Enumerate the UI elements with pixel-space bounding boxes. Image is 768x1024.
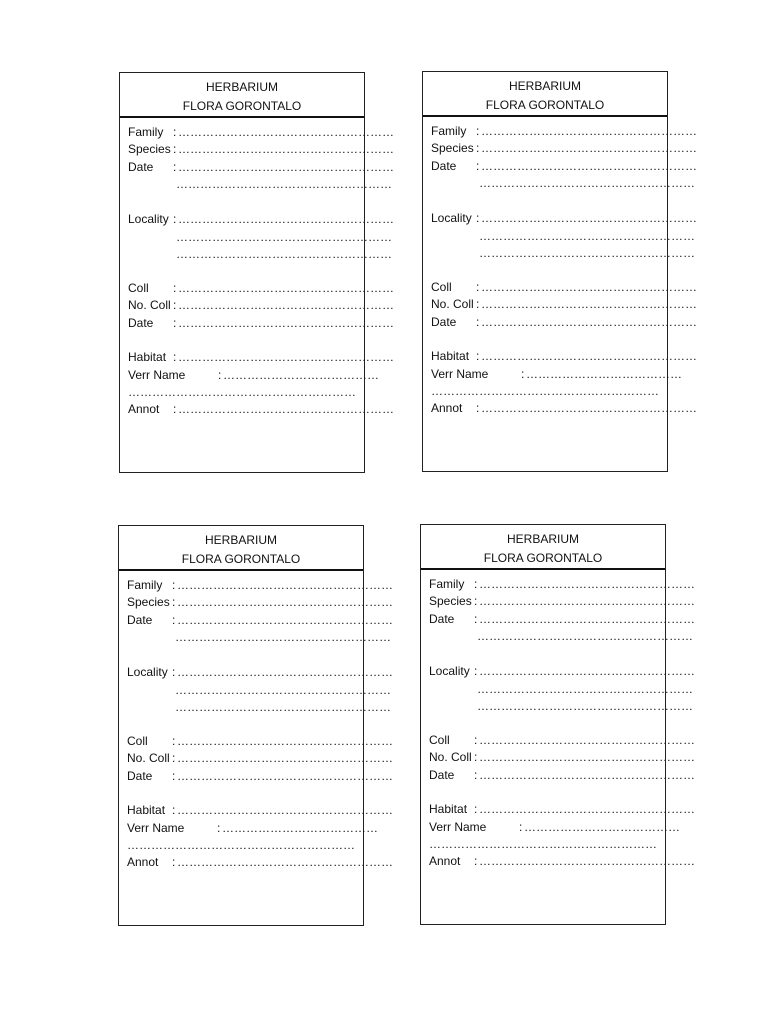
continuation-dots: ……………………………………………… (175, 630, 391, 644)
separator: : (172, 803, 176, 817)
verr-name-row (429, 819, 680, 836)
separator: : (173, 402, 177, 416)
date-blank: ……………………………………………… (479, 612, 695, 626)
habitat-row (431, 348, 697, 365)
continuation-dots: ……………………………………………… (479, 176, 695, 190)
annot-blank: ……………………………………………… (177, 855, 393, 869)
habitat-blank: ……………………………………………… (178, 350, 394, 364)
locality-label: Locality (127, 665, 168, 679)
separator: : (474, 612, 478, 626)
no-coll-row (128, 297, 394, 314)
date-label: Date (127, 613, 153, 627)
separator: : (173, 212, 177, 226)
habitat-blank: ……………………………………………… (177, 803, 393, 817)
verr-name-row (127, 820, 378, 837)
no-coll-row (429, 749, 695, 766)
annot-row (429, 853, 695, 870)
coll-row (127, 733, 393, 750)
family-label: Family (127, 578, 163, 592)
locality-blank: ……………………………………………… (481, 211, 697, 225)
locality-continuation-blank (175, 682, 391, 699)
label-header (119, 526, 363, 571)
species-blank: ……………………………………………… (479, 594, 695, 608)
date-label: Date (429, 612, 455, 626)
verr-name-continuation-blank (128, 384, 356, 401)
coll-row (431, 279, 697, 296)
separator: : (476, 141, 480, 155)
continuation-dots: ……………………………………………… (175, 700, 391, 714)
locality-continuation-blank (477, 681, 693, 698)
separator: : (218, 368, 222, 382)
label-header (423, 72, 667, 117)
date-blank: ……………………………………………… (177, 613, 393, 627)
separator: : (474, 768, 478, 782)
verr-name-label: Verr Name (127, 821, 185, 835)
habitat-label: Habitat (431, 349, 470, 363)
locality-row (128, 211, 394, 228)
date2-label: Date (431, 315, 457, 329)
family-blank: ……………………………………………… (481, 124, 697, 138)
annot-row (127, 854, 393, 871)
coll-label: Coll (429, 733, 450, 747)
family-row (127, 577, 393, 594)
locality-blank: ……………………………………………… (178, 212, 394, 226)
verr-name-blank: ………………………………… (223, 368, 379, 382)
family-blank: ……………………………………………… (479, 577, 695, 591)
label-title-line1: HERBARIUM (204, 533, 277, 547)
family-blank: ……………………………………………… (177, 578, 393, 592)
separator: : (173, 125, 177, 139)
separator: : (474, 594, 478, 608)
separator: : (474, 750, 478, 764)
habitat-row (429, 801, 695, 818)
annot-label: Annot (429, 854, 461, 868)
separator: : (476, 401, 480, 415)
family-blank: ……………………………………………… (178, 125, 394, 139)
no-coll-label: No. Coll (128, 298, 171, 312)
species-blank: ……………………………………………… (178, 142, 394, 156)
label-title-line2: FLORA GORONTALO (485, 98, 605, 112)
locality-continuation-blank (477, 698, 693, 715)
label-title-line1: HERBARIUM (205, 80, 278, 94)
separator: : (172, 665, 176, 679)
verr-name-label: Verr Name (431, 367, 489, 381)
separator: : (172, 734, 176, 748)
habitat-label: Habitat (127, 803, 166, 817)
family-row (431, 123, 697, 140)
separator: : (172, 751, 176, 765)
annot-label: Annot (127, 855, 159, 869)
no-coll-row (127, 750, 393, 767)
continuation-dots: ………………………………………………… (128, 385, 356, 399)
no-coll-blank: ……………………………………………… (479, 750, 695, 764)
coll-label: Coll (127, 734, 148, 748)
species-row (429, 593, 695, 610)
species-blank: ……………………………………………… (481, 141, 697, 155)
species-blank: ……………………………………………… (177, 595, 393, 609)
label-title-line1: HERBARIUM (508, 79, 581, 93)
separator: : (172, 595, 176, 609)
coll-blank: ……………………………………………… (479, 733, 695, 747)
continuation-dots: ………………………………………………… (127, 838, 355, 852)
coll-blank: ……………………………………………… (177, 734, 393, 748)
locality-blank: ……………………………………………… (177, 665, 393, 679)
locality-label: Locality (431, 211, 472, 225)
no-coll-row (431, 296, 697, 313)
annot-row (128, 401, 394, 418)
continuation-dots: ……………………………………………… (176, 230, 392, 244)
habitat-blank: ……………………………………………… (479, 802, 695, 816)
species-label: Species (431, 141, 474, 155)
date-blank: ……………………………………………… (481, 159, 697, 173)
coll-row (128, 280, 394, 297)
continuation-dots: ……………………………………………… (176, 177, 392, 191)
locality-row (431, 210, 697, 227)
date-row (431, 158, 697, 175)
locality-row (429, 663, 695, 680)
date2-row (128, 315, 394, 332)
species-row (127, 594, 393, 611)
continuation-dots: ……………………………………………… (477, 699, 693, 713)
date-row (127, 612, 393, 629)
herbarium-label-card (422, 71, 697, 472)
separator: : (173, 281, 177, 295)
locality-row (127, 664, 393, 681)
annot-blank: ……………………………………………… (481, 401, 697, 415)
date2-blank: ……………………………………………… (177, 769, 393, 783)
herbarium-label-card (420, 524, 695, 925)
coll-blank: ……………………………………………… (178, 281, 394, 295)
date-label: Date (431, 159, 457, 173)
no-coll-blank: ……………………………………………… (178, 298, 394, 312)
verr-name-row (431, 366, 682, 383)
annot-label: Annot (128, 402, 160, 416)
verr-name-continuation-blank (127, 837, 355, 854)
continuation-dots: ……………………………………………… (477, 629, 693, 643)
family-row (128, 124, 394, 141)
continuation-dots: ……………………………………………… (477, 682, 693, 696)
verr-name-blank: ………………………………… (222, 821, 378, 835)
habitat-label: Habitat (128, 350, 167, 364)
verr-name-blank: ………………………………… (524, 820, 680, 834)
separator: : (172, 578, 176, 592)
label-title-line2: FLORA GORONTALO (181, 552, 301, 566)
separator: : (173, 350, 177, 364)
species-label: Species (128, 142, 171, 156)
locality-continuation-blank (479, 228, 695, 245)
species-label: Species (429, 594, 472, 608)
separator: : (476, 280, 480, 294)
date-row (128, 159, 394, 176)
no-coll-label: No. Coll (127, 751, 170, 765)
label-title-line1: HERBARIUM (506, 532, 579, 546)
species-label: Species (127, 595, 170, 609)
habitat-label: Habitat (429, 802, 468, 816)
separator: : (476, 124, 480, 138)
locality-label: Locality (429, 664, 470, 678)
family-label: Family (431, 124, 467, 138)
separator: : (173, 160, 177, 174)
continuation-dots: ……………………………………………… (479, 246, 695, 260)
date-continuation-blank (477, 628, 693, 645)
locality-blank: ……………………………………………… (479, 664, 695, 678)
separator: : (474, 664, 478, 678)
verr-name-continuation-blank (429, 836, 657, 853)
no-coll-label: No. Coll (431, 297, 474, 311)
verr-name-continuation-blank (431, 383, 659, 400)
continuation-dots: ………………………………………………… (429, 837, 657, 851)
verr-name-label: Verr Name (429, 820, 487, 834)
label-title-line2: FLORA GORONTALO (483, 551, 603, 565)
separator: : (476, 211, 480, 225)
annot-blank: ……………………………………………… (479, 854, 695, 868)
date2-label: Date (429, 768, 455, 782)
herbarium-label-card (118, 525, 393, 926)
continuation-dots: ……………………………………………… (176, 247, 392, 261)
label-title-line2: FLORA GORONTALO (182, 99, 302, 113)
separator: : (521, 367, 525, 381)
locality-continuation-blank (479, 245, 695, 262)
separator: : (173, 316, 177, 330)
date-continuation-blank (176, 176, 392, 193)
annot-blank: ……………………………………………… (178, 402, 394, 416)
separator: : (172, 855, 176, 869)
habitat-blank: ……………………………………………… (481, 349, 697, 363)
date-blank: ……………………………………………… (178, 160, 394, 174)
family-row (429, 576, 695, 593)
verr-name-blank: ………………………………… (526, 367, 682, 381)
coll-blank: ……………………………………………… (481, 280, 697, 294)
date-continuation-blank (175, 629, 391, 646)
separator: : (519, 820, 523, 834)
separator: : (474, 577, 478, 591)
separator: : (476, 315, 480, 329)
separator: : (173, 142, 177, 156)
coll-row (429, 732, 695, 749)
date-label: Date (128, 160, 154, 174)
separator: : (474, 733, 478, 747)
habitat-row (127, 802, 393, 819)
no-coll-label: No. Coll (429, 750, 472, 764)
separator: : (476, 297, 480, 311)
date-row (429, 611, 695, 628)
family-label: Family (429, 577, 465, 591)
annot-row (431, 400, 697, 417)
label-header (421, 525, 665, 570)
continuation-dots: ……………………………………………… (175, 683, 391, 697)
species-row (431, 140, 697, 157)
habitat-row (128, 349, 394, 366)
date2-blank: ……………………………………………… (481, 315, 697, 329)
label-header (120, 73, 364, 118)
locality-continuation-blank (175, 699, 391, 716)
date2-label: Date (128, 316, 154, 330)
no-coll-blank: ……………………………………………… (177, 751, 393, 765)
locality-continuation-blank (176, 246, 392, 263)
separator: : (474, 802, 478, 816)
separator: : (217, 821, 221, 835)
locality-continuation-blank (176, 229, 392, 246)
separator: : (172, 613, 176, 627)
date-continuation-blank (479, 175, 695, 192)
locality-label: Locality (128, 212, 169, 226)
herbarium-label-card (119, 72, 394, 473)
family-label: Family (128, 125, 164, 139)
date2-blank: ……………………………………………… (178, 316, 394, 330)
verr-name-label: Verr Name (128, 368, 186, 382)
annot-label: Annot (431, 401, 463, 415)
separator: : (173, 298, 177, 312)
continuation-dots: ………………………………………………… (431, 384, 659, 398)
date2-row (431, 314, 697, 331)
verr-name-row (128, 367, 379, 384)
date2-row (127, 768, 393, 785)
separator: : (172, 769, 176, 783)
coll-label: Coll (431, 280, 452, 294)
separator: : (474, 854, 478, 868)
continuation-dots: ……………………………………………… (479, 229, 695, 243)
no-coll-blank: ……………………………………………… (481, 297, 697, 311)
coll-label: Coll (128, 281, 149, 295)
separator: : (476, 349, 480, 363)
date2-label: Date (127, 769, 153, 783)
species-row (128, 141, 394, 158)
date2-blank: ……………………………………………… (479, 768, 695, 782)
date2-row (429, 767, 695, 784)
separator: : (476, 159, 480, 173)
